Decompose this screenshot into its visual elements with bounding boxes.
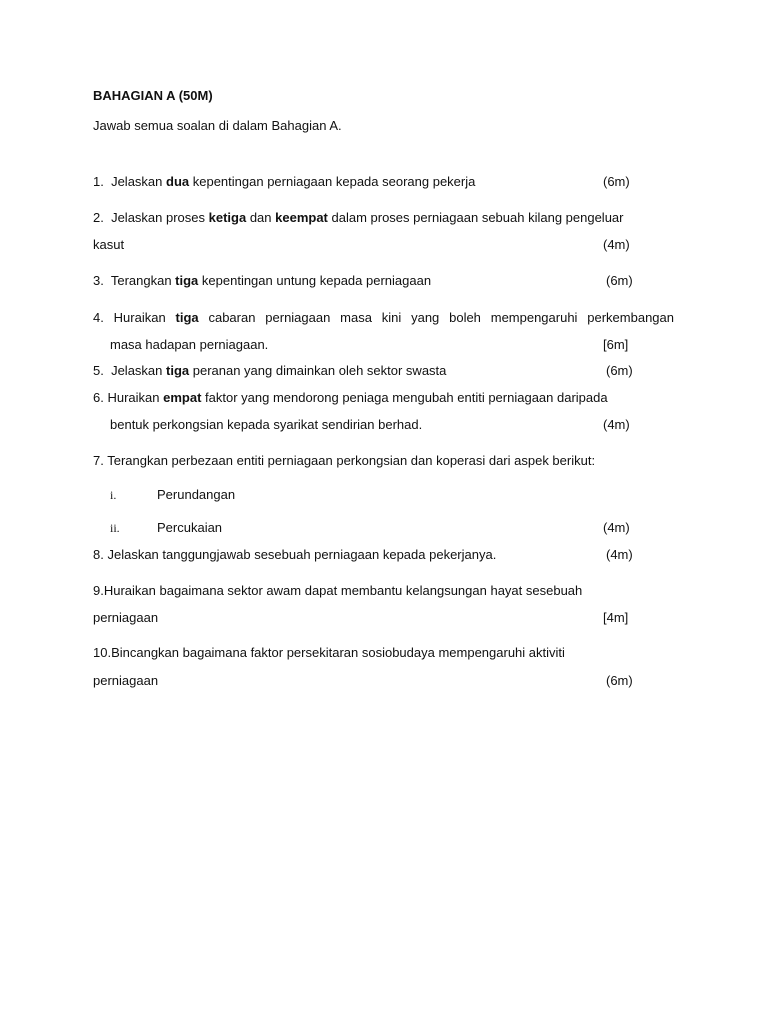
question-4-continuation: masa hadapan perniagaan. (110, 337, 269, 352)
question-text: Huraikan bagaimana sektor awam dapat membantu kelangsungan hayat sesebuah (103, 583, 583, 598)
question-9-continuation: perniagaan (93, 610, 159, 625)
question-text: Jelaskan proses (111, 210, 209, 225)
sub-item-numeral: i. (110, 488, 117, 502)
question-number: 7. (93, 453, 104, 468)
question-10-continuation: perniagaan (93, 673, 159, 688)
question-text: Terangkan perbezaan entiti perniagaan perkongsian dan koperasi dari aspek berikut: (107, 453, 596, 468)
question-10 (93, 645, 565, 661)
question-text: Huraikan (113, 310, 176, 325)
question-text: dan (246, 210, 276, 225)
question-text: kepentingan perniagaan kepada seorang pekerja (189, 174, 476, 189)
question-text: Huraikan (107, 390, 164, 405)
question-10-mark: (6m) (606, 673, 633, 688)
question-2-mark: (4m) (603, 237, 630, 252)
question-7 (93, 453, 595, 469)
section-title: BAHAGIAN A (50M) (93, 88, 213, 103)
question-keyword: keempat (275, 210, 328, 225)
question-text: Bincangkan bagaimana faktor persekitaran sosiobudaya mempengaruhi aktiviti (111, 645, 565, 660)
question-text: peranan yang dimainkan oleh sektor swasta (189, 363, 447, 378)
question-text: dalam proses perniagaan sebuah kilang pengeluar (327, 210, 624, 225)
sub-item-text: Perundangan (157, 487, 236, 502)
question-text: Jelaskan tanggungjawab sesebuah perniagaan kepada pekerjanya. (107, 547, 497, 562)
instruction-text: Jawab semua soalan di dalam Bahagian A. (93, 118, 342, 133)
question-8 (93, 547, 496, 563)
question-keyword: tiga (175, 273, 199, 288)
question-2 (93, 210, 624, 226)
question-text: kepentingan untung kepada perniagaan (198, 273, 432, 288)
sub-item-numeral: ii. (110, 521, 120, 535)
question-keyword: tiga (166, 363, 190, 378)
question-7-mark: (4m) (603, 520, 630, 535)
question-keyword: tiga (175, 310, 199, 325)
question-text: faktor yang mendorong peniaga mengubah entiti perniagaan daripada (201, 390, 608, 405)
question-5-mark: (6m) (606, 363, 633, 378)
question-text: Jelaskan (111, 174, 166, 189)
question-keyword: dua (166, 174, 190, 189)
question-6-mark: (4m) (603, 417, 630, 432)
question-number: 8. (93, 547, 104, 562)
sub-item-text: Percukaian (157, 520, 223, 535)
question-4-mark: [6m] (603, 337, 629, 352)
question-keyword: ketiga (208, 210, 247, 225)
question-text: Terangkan (110, 273, 176, 288)
question-5 (93, 363, 446, 379)
question-3-mark: (6m) (606, 273, 633, 288)
question-text: cabaran perniagaan masa kini yang boleh mempengaruhi perkembangan (198, 310, 674, 325)
question-number: 6. (93, 390, 104, 405)
question-keyword: empat (163, 390, 202, 405)
question-8-mark: (4m) (606, 547, 633, 562)
question-number: 1. (93, 174, 104, 189)
question-9 (93, 583, 582, 599)
question-4 (93, 310, 674, 326)
question-6 (93, 390, 608, 406)
question-number: 2. (93, 210, 104, 225)
question-1 (93, 174, 475, 190)
question-6-continuation: bentuk perkongsian kepada syarikat sendirian berhad. (110, 417, 423, 432)
question-number: 4. (93, 310, 104, 325)
question-number: 10. (93, 645, 112, 660)
question-number: 3. (93, 273, 104, 288)
question-1-mark: (6m) (603, 174, 630, 189)
question-9-mark: [4m] (603, 610, 629, 625)
question-3 (93, 273, 431, 289)
question-number: 9. (93, 583, 104, 598)
question-number: 5. (93, 363, 104, 378)
question-2-continuation: kasut (93, 237, 125, 252)
question-text: Jelaskan (111, 363, 166, 378)
